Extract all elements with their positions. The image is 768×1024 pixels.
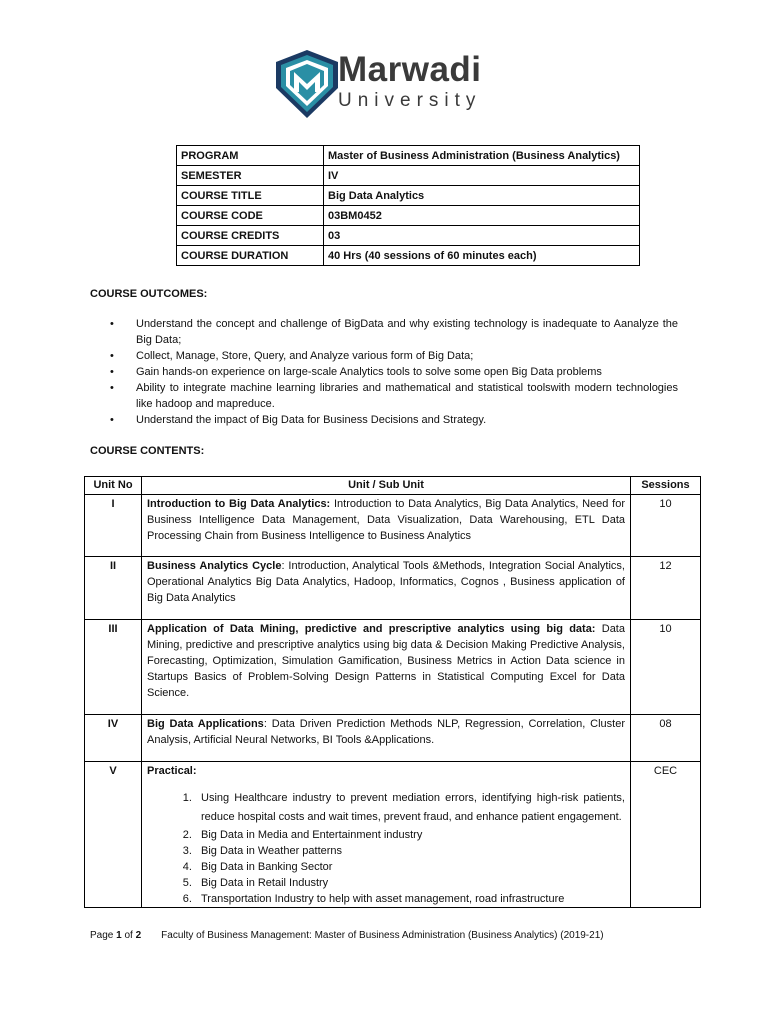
practical-list (147, 789, 625, 907)
info-value: 03 (324, 226, 640, 246)
unit-title: Business Analytics Cycle (147, 560, 282, 572)
course-contents-heading: COURSE CONTENTS: (90, 445, 205, 457)
list-item: 3. Big Data in Weather patterns (195, 843, 625, 859)
unit-description (142, 715, 631, 762)
info-value: Big Data Analytics (324, 186, 640, 206)
unit-sessions: 10 (631, 495, 701, 557)
info-row (177, 226, 640, 246)
info-label: PROGRAM (177, 146, 324, 166)
list-item: 6. Transportation Industry to help with asset management, road infrastructure (195, 891, 625, 907)
header-unit-no: Unit No (85, 477, 142, 495)
unit-description (142, 495, 631, 557)
list-item: • Collect, Manage, Store, Query, and Analyze various form of Big Data; (110, 348, 678, 364)
course-outcomes-heading: COURSE OUTCOMES: (90, 288, 208, 300)
info-row (177, 166, 640, 186)
list-item: • Understand the concept and challenge of BigData and why existing technology is inadequate to Aanalyze the Big Data; (110, 316, 678, 348)
info-row (177, 246, 640, 266)
unit-number: I (85, 495, 142, 557)
course-outcomes-list (110, 316, 678, 428)
info-row (177, 146, 640, 166)
list-item: • Understand the impact of Big Data for Business Decisions and Strategy. (110, 412, 678, 428)
list-item: 2. Big Data in Media and Entertainment industry (195, 827, 625, 843)
info-value: Master of Business Administration (Business Analytics) (324, 146, 640, 166)
info-label: COURSE TITLE (177, 186, 324, 206)
unit-text: Data Mining, predictive and prescriptive analytics using big data & Decision Making Predictive Analysis, Forecasting, Optimization, Simulation Gamification, Business Metrics in Action Data science in Startups Basics of Problem-Solving Design Patterns in Statistical Computing Excel for Data Science. (147, 623, 625, 699)
course-contents-table (84, 476, 701, 908)
page-number: Page 1 of 2 (90, 930, 142, 941)
unit-title: Practical: (147, 765, 197, 777)
unit-title: Introduction to Big Data Analytics: (147, 498, 331, 510)
info-value: 03BM0452 (324, 206, 640, 226)
table-row (85, 557, 701, 620)
program-info-table (176, 145, 640, 266)
info-label: COURSE DURATION (177, 246, 324, 266)
unit-number: III (85, 620, 142, 715)
list-item: • Gain hands-on experience on large-scale Analytics tools to solve some open Big Data problems (110, 364, 678, 380)
table-row (85, 715, 701, 762)
unit-text: : Introduction, Analytical Tools &Methods, Integration Social Analytics, Operational Analytics Big Data Analytics, Hadoop, Informatics, Cognos , Business application of Big Data Analytics (147, 560, 625, 604)
info-label: COURSE CODE (177, 206, 324, 226)
info-label: COURSE CREDITS (177, 226, 324, 246)
info-row (177, 206, 640, 226)
shield-emblem-icon (272, 48, 342, 120)
unit-title: Big Data Applications (147, 718, 264, 730)
unit-description (142, 557, 631, 620)
table-row (85, 762, 701, 908)
unit-number: IV (85, 715, 142, 762)
header-unit: Unit / Sub Unit (142, 477, 631, 495)
info-value: 40 Hrs (40 sessions of 60 minutes each) (324, 246, 640, 266)
list-item: 1. Using Healthcare industry to prevent mediation errors, identifying high-risk patients, reduce hospital costs and wait times, prevent fraud, and enhance patient engagement. (195, 789, 625, 827)
unit-sessions: 08 (631, 715, 701, 762)
footer-text: Faculty of Business Management: Master of Business Administration (Business Analytics) (2019-21) (161, 930, 604, 941)
unit-description (142, 762, 631, 908)
info-value: IV (324, 166, 640, 186)
logo-subtitle: University (338, 90, 482, 111)
unit-sessions: 10 (631, 620, 701, 715)
list-item: 4. Big Data in Banking Sector (195, 859, 625, 875)
list-item: 5. Big Data in Retail Industry (195, 875, 625, 891)
unit-number: II (85, 557, 142, 620)
list-item: • Ability to integrate machine learning libraries and mathematical and statistical toolswith modern technologies like hadoop and mapreduce. (110, 380, 678, 412)
logo-name: Marwadi (338, 50, 482, 89)
unit-description (142, 620, 631, 715)
page-footer (90, 930, 604, 941)
table-row (85, 495, 701, 557)
table-header-row (85, 477, 701, 495)
unit-number: V (85, 762, 142, 908)
header-sessions: Sessions (631, 477, 701, 495)
university-logo (262, 44, 510, 124)
unit-sessions: 12 (631, 557, 701, 620)
unit-text: Introduction to Data Analytics, Big Data Analytics, Need for Business Intelligence Data Management, Data Visualization, Data Warehousing, ETL Data Processing Chain from Business Intelligence to Business Analytics (147, 498, 625, 542)
table-row (85, 620, 701, 715)
unit-text: : Data Driven Prediction Methods NLP, Regression, Correlation, Cluster Analysis, Artificial Neural Networks, BI Tools &Applications. (147, 718, 625, 746)
unit-title: Application of Data Mining, predictive and prescriptive analytics using big data: (147, 623, 596, 635)
unit-sessions: CEC (631, 762, 701, 908)
info-row (177, 186, 640, 206)
info-label: SEMESTER (177, 166, 324, 186)
